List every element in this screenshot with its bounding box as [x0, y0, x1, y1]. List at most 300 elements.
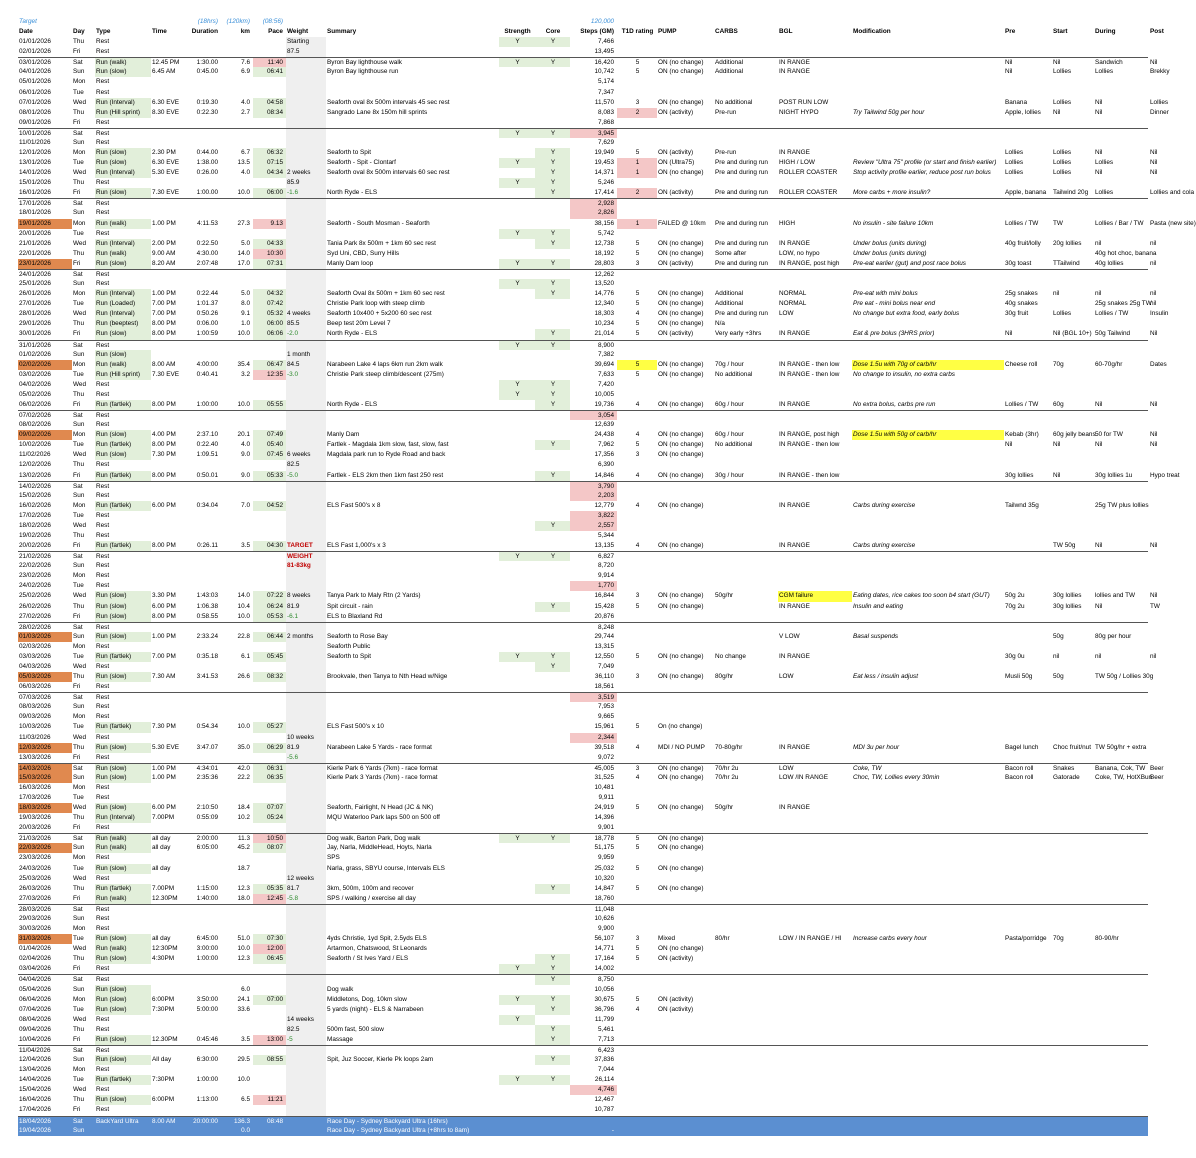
cell-km[interactable]: 10.0	[237, 945, 250, 953]
cell-duration[interactable]	[187, 693, 221, 702]
cell-pace[interactable]	[253, 712, 286, 722]
cell-steps[interactable]: 6,390	[598, 461, 614, 469]
cell-bgl[interactable]	[778, 571, 852, 581]
cell-strength[interactable]	[499, 440, 535, 450]
cell-pump[interactable]	[657, 1046, 714, 1055]
cell-start[interactable]	[1052, 884, 1094, 894]
cell-pump[interactable]	[657, 199, 714, 208]
cell-weight[interactable]	[286, 934, 326, 944]
cell-strength[interactable]	[499, 67, 535, 77]
cell-duration[interactable]	[187, 37, 221, 47]
cell-steps[interactable]: 5,461	[598, 1025, 614, 1033]
cell-core[interactable]: Y	[535, 440, 570, 450]
cell-duration[interactable]: 2:37.10	[196, 431, 218, 439]
cell-t1d-rating[interactable]	[617, 823, 657, 833]
cell-bgl[interactable]	[778, 995, 852, 1005]
cell-modification[interactable]	[852, 793, 1004, 803]
cell-modification[interactable]	[852, 823, 1004, 833]
cell-during[interactable]: Banana, Cok, TW	[1095, 764, 1146, 772]
cell-date[interactable]: 09/02/2026	[18, 430, 72, 440]
cell-pre[interactable]	[1004, 823, 1052, 833]
cell-core[interactable]	[535, 894, 570, 904]
cell-time[interactable]	[151, 1085, 187, 1095]
cell-weight[interactable]: -6.1	[286, 612, 326, 622]
cell-bgl[interactable]	[778, 853, 852, 863]
cell-pump[interactable]: ON (no change)	[658, 945, 704, 953]
cell-during[interactable]	[1094, 793, 1149, 803]
cell-strength[interactable]	[499, 753, 535, 763]
cell-pump[interactable]	[657, 118, 714, 128]
cell-weight[interactable]	[286, 1105, 326, 1115]
cell-date[interactable]: 20/03/2026	[19, 824, 51, 832]
cell-pace[interactable]: 07:49	[253, 430, 286, 440]
cell-modification[interactable]	[852, 118, 1004, 128]
cell-carbs[interactable]	[714, 17, 778, 27]
cell-summary[interactable]	[326, 712, 499, 722]
cell-during[interactable]	[1094, 975, 1149, 984]
cell-day[interactable]: Tue	[73, 229, 84, 237]
cell-weight[interactable]: 87.5	[286, 47, 326, 57]
cell-weight[interactable]	[286, 270, 326, 279]
cell-duration[interactable]	[187, 975, 221, 984]
cell-t1d-rating[interactable]	[617, 1065, 657, 1075]
cell-carbs[interactable]	[714, 552, 778, 561]
cell-pre[interactable]	[1004, 511, 1052, 521]
cell-modification[interactable]	[852, 561, 1004, 571]
cell-day[interactable]: Mon	[73, 854, 86, 862]
cell-pre[interactable]	[1004, 753, 1052, 763]
cell-summary[interactable]: Seaforth / St Ives Yard / ELS	[327, 955, 409, 963]
cell-weight[interactable]: WEIGHT	[286, 552, 326, 561]
cell-pump[interactable]: ON (activity)	[658, 108, 694, 116]
cell-post[interactable]	[1149, 1015, 1191, 1025]
cell-time[interactable]: 2.00 PM	[152, 239, 176, 247]
cell-t1d-rating[interactable]: 5	[635, 864, 640, 872]
cell-post[interactable]	[1149, 460, 1191, 470]
cell-modification[interactable]	[852, 440, 1004, 450]
cell-type[interactable]: Run (slow)	[95, 954, 151, 964]
cell-post[interactable]	[1149, 450, 1191, 460]
cell-during[interactable]	[1094, 1065, 1149, 1075]
cell-during[interactable]	[1094, 905, 1149, 914]
cell-day[interactable]: Mon	[73, 78, 86, 86]
cell-core[interactable]: Y	[535, 1035, 570, 1045]
cell-day[interactable]: Sun	[73, 1126, 85, 1134]
cell-modification[interactable]	[852, 208, 1004, 218]
cell-day[interactable]: Fri	[73, 612, 81, 620]
cell-summary[interactable]	[326, 733, 499, 743]
cell-strength[interactable]	[499, 561, 535, 571]
cell-carbs[interactable]: Pre and during run	[715, 159, 768, 167]
cell-duration[interactable]	[187, 1046, 221, 1055]
cell-carbs[interactable]	[714, 843, 778, 853]
cell-start[interactable]: Nil (BGL 10+)	[1053, 330, 1092, 338]
cell-modification[interactable]: Basal suspends	[853, 632, 899, 640]
cell-modification[interactable]: Under bolus (units during)	[853, 239, 927, 247]
cell-bgl[interactable]	[778, 702, 852, 712]
cell-duration[interactable]: 1:13:00	[196, 1096, 218, 1104]
cell-core[interactable]	[535, 299, 570, 309]
cell-date[interactable]: 10/02/2026	[19, 441, 51, 449]
cell-strength[interactable]	[499, 712, 535, 722]
cell-start[interactable]	[1052, 229, 1094, 239]
cell-core[interactable]	[535, 874, 570, 884]
cell-during[interactable]	[1094, 531, 1149, 541]
cell-km[interactable]	[221, 733, 253, 743]
cell-pre[interactable]	[1004, 944, 1052, 954]
cell-core[interactable]	[535, 77, 570, 87]
cell-pre[interactable]	[1004, 793, 1052, 803]
cell-core[interactable]	[535, 682, 570, 692]
cell-bgl[interactable]	[778, 420, 852, 430]
cell-type[interactable]: Run (slow)	[95, 985, 151, 995]
cell-time[interactable]	[151, 853, 187, 863]
cell-pace[interactable]: 08:32	[253, 672, 286, 682]
cell-pace[interactable]: 07:22	[253, 591, 286, 601]
cell-type[interactable]: Run (slow)	[95, 864, 151, 874]
cell-type[interactable]: Run (walk)	[95, 894, 151, 904]
cell-type[interactable]: Rest	[96, 88, 110, 96]
cell-t1d-rating[interactable]	[617, 793, 657, 803]
cell-post[interactable]	[1149, 118, 1191, 128]
cell-pre[interactable]	[1004, 813, 1052, 823]
cell-start[interactable]: TTailwind	[1053, 259, 1080, 267]
cell-modification[interactable]	[852, 1117, 1004, 1126]
cell-during[interactable]	[1094, 37, 1149, 47]
cell-steps[interactable]: 14,846	[594, 471, 614, 479]
cell-start[interactable]: Gatorade	[1053, 773, 1080, 781]
cell-day[interactable]: Sun	[73, 562, 85, 570]
cell-core[interactable]: Y	[535, 279, 570, 289]
cell-pre[interactable]	[1004, 279, 1052, 289]
cell-day[interactable]: Tue	[73, 88, 84, 96]
cell-pace[interactable]	[253, 753, 286, 763]
cell-weight[interactable]: -1.6	[286, 188, 326, 198]
cell-post[interactable]	[1149, 208, 1191, 218]
cell-duration[interactable]	[187, 914, 221, 924]
cell-during[interactable]	[1094, 341, 1149, 350]
cell-carbs[interactable]: 50g/hr	[715, 592, 734, 600]
cell-pump[interactable]	[657, 208, 714, 218]
cell-weight[interactable]: -5.6	[286, 753, 326, 763]
cell-steps[interactable]: 9,914	[598, 572, 614, 580]
cell-during[interactable]	[1094, 561, 1149, 571]
cell-pace[interactable]: 08:48	[267, 1117, 283, 1125]
cell-strength[interactable]	[499, 219, 535, 229]
cell-weight[interactable]: 12 weeks	[286, 874, 326, 884]
cell-during[interactable]	[1094, 944, 1149, 954]
cell-core[interactable]	[535, 813, 570, 823]
cell-steps[interactable]: 17,164	[594, 955, 614, 963]
cell-date[interactable]: 05/02/2026	[19, 390, 51, 398]
cell-strength[interactable]: Y	[499, 380, 535, 390]
cell-modification[interactable]	[852, 623, 1004, 632]
cell-date[interactable]: 30/03/2026	[19, 925, 51, 933]
cell-summary[interactable]: Fartlek - ELS 2km then 1km fast 250 rest	[327, 471, 444, 479]
cell-steps[interactable]: 18,192	[594, 249, 614, 257]
cell-day[interactable]: Fri	[73, 753, 81, 761]
cell-date[interactable]: 08/01/2026	[19, 108, 51, 116]
cell-time[interactable]: 8.00 PM	[152, 441, 176, 449]
cell-core[interactable]: Y	[535, 229, 570, 239]
cell-date[interactable]: 13/02/2026	[19, 471, 51, 479]
cell-core[interactable]	[535, 541, 570, 551]
cell-strength[interactable]	[499, 773, 535, 783]
cell-day[interactable]: Sun	[73, 350, 85, 358]
cell-weight[interactable]	[286, 652, 326, 662]
cell-km[interactable]	[221, 178, 253, 188]
cell-type[interactable]: Run (slow)	[95, 188, 151, 198]
cell-steps[interactable]: 10,005	[594, 390, 614, 398]
cell-pace[interactable]: 06:00	[253, 188, 286, 198]
cell-during[interactable]: Nil	[1095, 602, 1103, 610]
cell-date[interactable]: 01/03/2026	[18, 632, 72, 642]
cell-strength[interactable]	[499, 1005, 535, 1015]
cell-km[interactable]: 29.5	[237, 1056, 250, 1064]
cell-duration[interactable]	[187, 491, 221, 501]
cell-steps[interactable]: 45,005	[594, 764, 614, 772]
cell-day[interactable]: Tue	[73, 300, 84, 308]
cell-pump[interactable]	[657, 693, 714, 702]
cell-duration[interactable]	[187, 874, 221, 884]
cell-pump[interactable]	[657, 975, 714, 984]
cell-carbs[interactable]	[714, 894, 778, 904]
cell-km[interactable]	[221, 482, 253, 491]
cell-type[interactable]: Rest	[96, 482, 110, 490]
cell-type[interactable]: Run (slow)	[95, 995, 151, 1005]
cell-start[interactable]	[1052, 482, 1094, 491]
cell-during[interactable]	[1094, 521, 1149, 531]
cell-km[interactable]: 10.4	[237, 602, 250, 610]
cell-weight[interactable]	[286, 975, 326, 984]
cell-weight[interactable]	[286, 440, 326, 450]
cell-core[interactable]	[535, 803, 570, 813]
cell-summary[interactable]: ELS Fast 500's x 8	[327, 501, 381, 509]
cell-summary[interactable]: Narabeen Lake 4 laps 6km run 2km walk	[327, 360, 443, 368]
cell-post[interactable]	[1149, 693, 1191, 702]
cell-weight[interactable]	[286, 642, 326, 652]
cell-bgl[interactable]	[778, 350, 852, 360]
cell-summary[interactable]	[326, 975, 499, 984]
cell-core[interactable]	[535, 561, 570, 571]
cell-date[interactable]: 15/02/2026	[19, 491, 51, 499]
cell-type[interactable]: Rest	[96, 118, 110, 126]
cell-during[interactable]	[1094, 229, 1149, 239]
cell-day[interactable]: Thu	[73, 38, 85, 46]
cell-pace[interactable]	[253, 1005, 286, 1015]
cell-duration[interactable]	[187, 924, 221, 934]
cell-day[interactable]: Fri	[73, 824, 81, 832]
cell-summary[interactable]	[326, 460, 499, 470]
cell-post[interactable]	[1149, 944, 1191, 954]
cell-summary[interactable]: Kierle Park 6 Yards (7km) - race format	[327, 764, 438, 772]
cell-duration[interactable]: 3:41.53	[196, 673, 218, 681]
cell-strength[interactable]	[499, 733, 535, 743]
cell-during[interactable]: nil	[1095, 290, 1102, 298]
cell-type[interactable]	[95, 17, 151, 27]
cell-pump[interactable]: Mixed	[658, 935, 676, 943]
cell-modification[interactable]	[852, 229, 1004, 239]
cell-date[interactable]: 19/04/2026	[19, 1126, 51, 1134]
cell-date[interactable]: 31/01/2026	[19, 341, 51, 349]
cell-duration[interactable]: 1:30.00	[196, 59, 218, 67]
cell-steps[interactable]: 13,495	[594, 48, 614, 56]
cell-strength[interactable]	[499, 864, 535, 874]
cell-km[interactable]: 18.4	[237, 804, 250, 812]
cell-date[interactable]: 28/03/2026	[19, 905, 51, 913]
cell-steps[interactable]: 12,262	[594, 270, 614, 278]
cell-pre[interactable]	[1004, 1075, 1052, 1085]
cell-t1d-rating[interactable]: 5	[635, 300, 640, 308]
cell-t1d-rating[interactable]: 4	[635, 501, 640, 509]
cell-modification[interactable]: Eating dates, rice cakes too soon b4 start (GUT)	[853, 592, 990, 600]
cell-summary[interactable]	[326, 693, 499, 702]
cell-steps[interactable]: 24,919	[594, 804, 614, 812]
cell-date[interactable]: 03/04/2026	[19, 965, 51, 973]
cell-duration[interactable]: 6:45:00	[196, 935, 218, 943]
cell-summary[interactable]: Seaforth to Rose Bay	[327, 632, 388, 640]
cell-core[interactable]: Y	[535, 329, 570, 339]
cell-duration[interactable]	[187, 511, 221, 521]
cell-carbs[interactable]	[714, 1015, 778, 1025]
cell-core[interactable]	[535, 1015, 570, 1025]
cell-pump[interactable]	[657, 874, 714, 884]
cell-post[interactable]: Beer	[1150, 764, 1164, 772]
cell-weight[interactable]	[286, 581, 326, 591]
cell-date[interactable]: 08/04/2026	[19, 1015, 51, 1023]
cell-steps[interactable]	[570, 1117, 617, 1126]
cell-core[interactable]: Y	[535, 834, 570, 843]
cell-bgl[interactable]: LOW	[779, 764, 794, 772]
cell-during[interactable]	[1094, 1025, 1149, 1035]
cell-pump[interactable]: ON (activity)	[658, 955, 694, 963]
cell-start[interactable]	[1052, 1095, 1094, 1105]
cell-day[interactable]: Sun	[73, 703, 85, 711]
cell-pump[interactable]	[657, 491, 714, 501]
cell-post[interactable]: Dinner	[1150, 108, 1169, 116]
cell-start[interactable]	[1052, 1055, 1094, 1065]
cell-type[interactable]: Rest	[96, 461, 110, 469]
cell-steps[interactable]: 14,002	[594, 965, 614, 973]
cell-pump[interactable]: ON (activity)	[658, 330, 694, 338]
cell-carbs[interactable]	[714, 178, 778, 188]
cell-pre[interactable]	[1004, 129, 1052, 138]
cell-during[interactable]	[1094, 208, 1149, 218]
cell-km[interactable]	[221, 581, 253, 591]
cell-weight[interactable]	[286, 430, 326, 440]
cell-pre[interactable]	[1004, 249, 1052, 259]
cell-type[interactable]: Rest	[96, 200, 110, 208]
cell-t1d-rating[interactable]: 4	[635, 431, 640, 439]
cell-pace[interactable]: 9.13	[253, 219, 286, 229]
cell-pace[interactable]	[253, 129, 286, 138]
cell-duration[interactable]: 0:06.00	[196, 320, 218, 328]
cell-pace[interactable]: 06:06	[253, 329, 286, 339]
cell-duration[interactable]	[187, 581, 221, 591]
cell-post[interactable]	[1149, 1055, 1191, 1065]
cell-weight[interactable]	[286, 1117, 326, 1126]
cell-bgl[interactable]	[778, 270, 852, 279]
cell-modification[interactable]	[852, 531, 1004, 541]
cell-weight[interactable]: 81.7	[286, 884, 326, 894]
cell-summary[interactable]: North Ryde - ELS	[327, 400, 378, 408]
cell-day[interactable]: Tue	[73, 794, 84, 802]
cell-during[interactable]: lollies and TW	[1095, 592, 1136, 600]
cell-pre[interactable]	[1004, 783, 1052, 793]
cell-pre[interactable]: Nil	[1005, 441, 1013, 449]
cell-core[interactable]: Y	[535, 341, 570, 350]
cell-strength[interactable]	[499, 208, 535, 218]
cell-pre[interactable]	[1004, 138, 1052, 148]
cell-t1d-rating[interactable]: 5	[635, 844, 640, 852]
cell-km[interactable]	[221, 783, 253, 793]
cell-post[interactable]: Nil	[1150, 441, 1158, 449]
cell-start[interactable]	[1052, 501, 1094, 511]
cell-during[interactable]: 30g lollies 1u	[1095, 471, 1133, 479]
cell-start[interactable]: Lollies	[1053, 310, 1072, 318]
cell-date[interactable]: 04/04/2026	[19, 976, 51, 984]
cell-post[interactable]	[1149, 229, 1191, 239]
cell-km[interactable]: 14.0	[237, 592, 250, 600]
cell-date[interactable]: 15/04/2026	[19, 1086, 51, 1094]
cell-carbs[interactable]	[714, 975, 778, 984]
cell-during[interactable]: 25g snakes 25g TW	[1095, 300, 1152, 308]
cell-km[interactable]	[221, 37, 253, 47]
cell-time[interactable]: 12.30PM	[152, 894, 178, 902]
cell-t1d-rating[interactable]	[617, 531, 657, 541]
cell-type[interactable]: Run (slow)	[95, 1095, 151, 1105]
cell-summary[interactable]	[326, 350, 499, 360]
cell-km[interactable]	[221, 552, 253, 561]
cell-bgl[interactable]	[778, 924, 852, 934]
cell-bgl[interactable]: CGM failure	[778, 591, 852, 601]
cell-core[interactable]: Y	[535, 652, 570, 662]
cell-summary[interactable]: Seaforth Public	[327, 642, 371, 650]
cell-core[interactable]	[535, 511, 570, 521]
cell-pump[interactable]	[657, 733, 714, 743]
cell-bgl[interactable]	[778, 511, 852, 521]
cell-weight[interactable]: 10 weeks	[286, 733, 326, 743]
cell-post[interactable]	[1149, 995, 1191, 1005]
cell-type[interactable]: Run (beeptest)	[95, 319, 151, 329]
cell-summary[interactable]: Massage	[327, 1035, 353, 1043]
cell-pre[interactable]: 30g lollies	[1005, 471, 1034, 479]
cell-core[interactable]	[535, 430, 570, 440]
cell-carbs[interactable]	[714, 88, 778, 98]
cell-post[interactable]	[1149, 341, 1191, 350]
cell-duration[interactable]: 0:22.40	[196, 441, 218, 449]
cell-steps[interactable]: 9,959	[598, 854, 614, 862]
cell-summary[interactable]	[326, 1095, 499, 1105]
cell-strength[interactable]	[499, 924, 535, 934]
cell-pace[interactable]: 07:07	[253, 803, 286, 813]
cell-day[interactable]: Fri	[73, 1035, 81, 1043]
cell-pre[interactable]	[1004, 864, 1052, 874]
cell-pace[interactable]: (08:56)	[262, 18, 283, 25]
cell-pump[interactable]: ON (no change)	[658, 249, 704, 257]
cell-km[interactable]: 10.0	[237, 400, 250, 408]
cell-summary[interactable]	[326, 793, 499, 803]
cell-core[interactable]	[535, 843, 570, 853]
cell-post[interactable]	[1149, 803, 1191, 813]
cell-bgl[interactable]: HIGH	[779, 219, 795, 227]
cell-t1d-rating[interactable]: 3	[635, 592, 640, 600]
cell-time[interactable]: 8.00 AM	[152, 360, 176, 368]
cell-bgl[interactable]: IN RANGE, post high	[779, 259, 840, 267]
cell-post[interactable]	[1149, 924, 1191, 934]
cell-carbs[interactable]	[714, 571, 778, 581]
cell-strength[interactable]	[499, 460, 535, 470]
